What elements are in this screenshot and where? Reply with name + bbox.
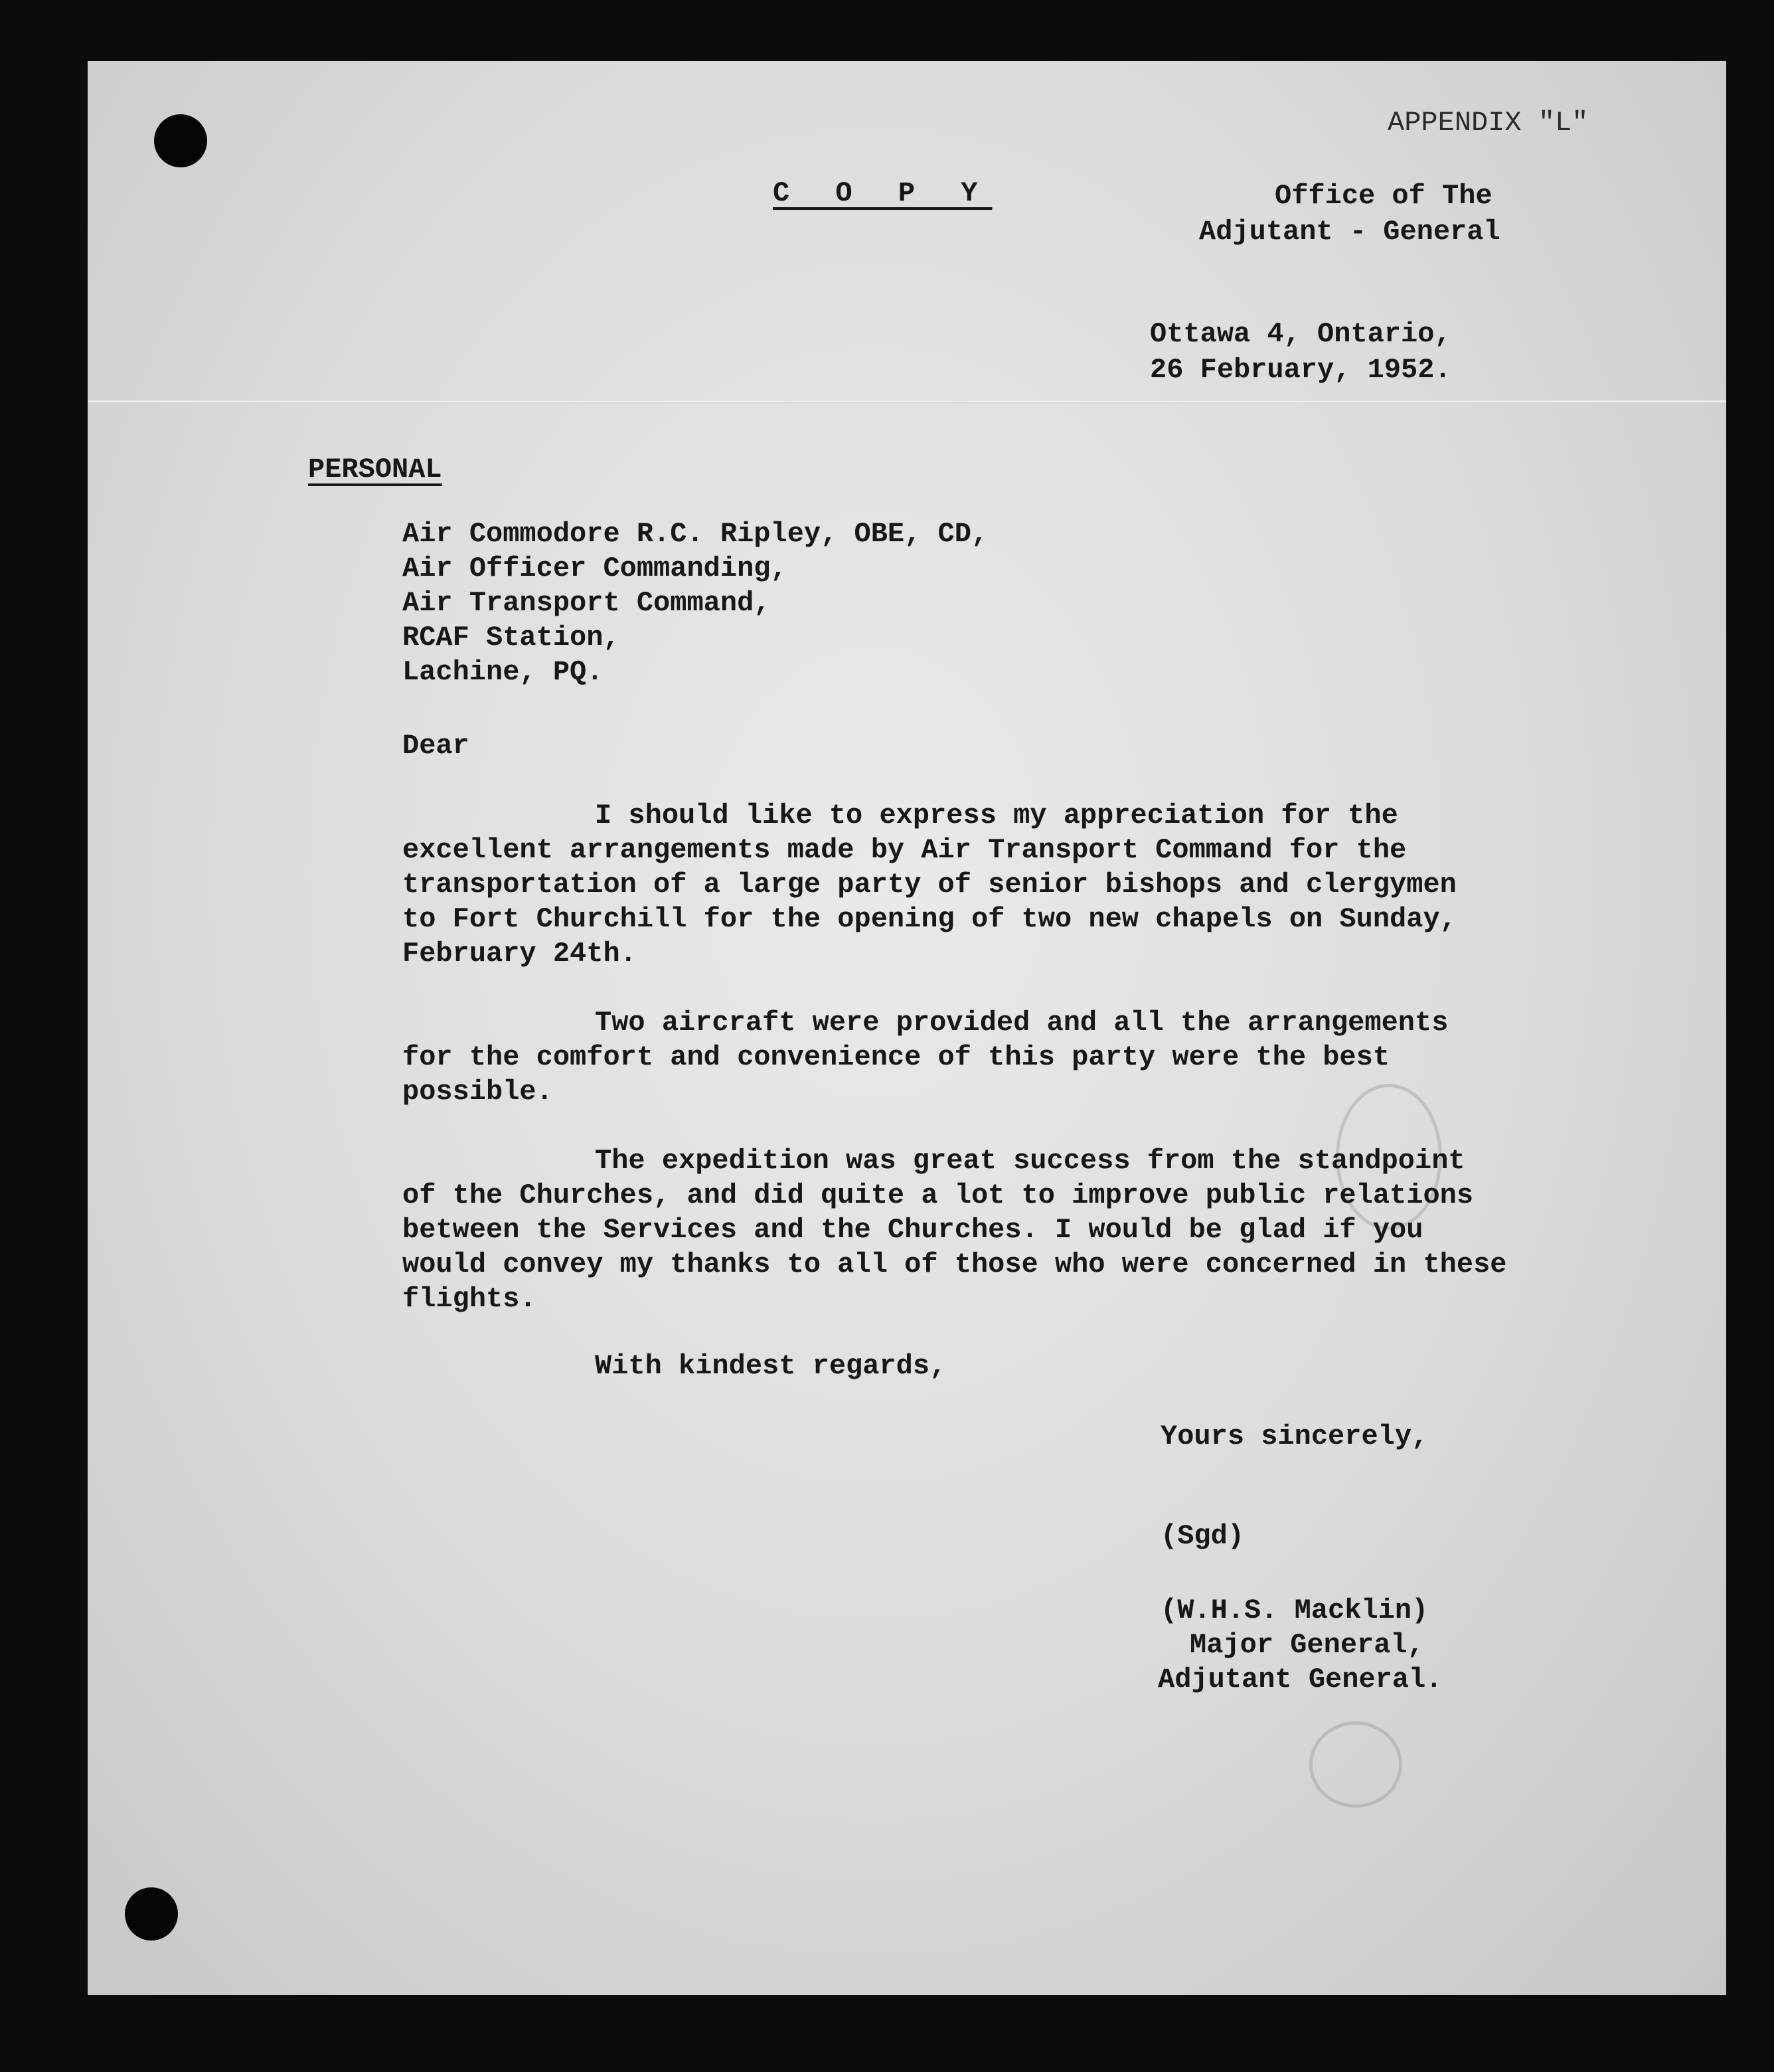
paragraph-line: would convey my thanks to all of those who were concerned in these	[402, 1249, 1507, 1280]
paragraph-line: The expedition was great success from the standpoint	[595, 1145, 1465, 1177]
letter-page	[88, 61, 1726, 1995]
paragraph-line: between the Services and the Churches. I would be glad if you	[402, 1214, 1423, 1246]
paragraph-line: for the comfort and convenience of this party were the best	[402, 1041, 1390, 1073]
office-line-2: Adjutant - General	[1199, 216, 1500, 248]
address-line: Air Officer Commanding,	[402, 553, 787, 584]
address-line: Air Transport Command,	[402, 587, 771, 619]
regards-line: With kindest regards,	[595, 1350, 947, 1382]
paragraph-line: flights.	[402, 1283, 536, 1315]
signatory-title: Adjutant General.	[1158, 1664, 1443, 1695]
address-line: Air Commodore R.C. Ripley, OBE, CD,	[402, 518, 989, 550]
paragraph-line: February 24th.	[402, 938, 637, 970]
paragraph-line: transportation of a large party of senior bishops and clergymen	[402, 869, 1457, 901]
place-line: Ottawa 4, Ontario,	[1150, 318, 1451, 350]
signatory-name: (W.H.S. Macklin)	[1161, 1595, 1429, 1626]
signatory-rank: Major General,	[1190, 1629, 1424, 1661]
recipient-address	[402, 517, 988, 689]
fold-crease	[88, 400, 1726, 403]
paragraph-line: to Fort Churchill for the opening of two new chapels on Sunday,	[402, 903, 1457, 935]
signed-marker: (Sgd)	[1161, 1520, 1245, 1552]
paragraph-line: excellent arrangements made by Air Transport Command for the	[402, 834, 1407, 866]
copy-heading: C O P Y	[773, 177, 993, 209]
paragraph-line: possible.	[402, 1076, 553, 1108]
address-line: Lachine, PQ.	[402, 656, 604, 688]
paragraph-line: I should like to express my appreciation for the	[595, 800, 1398, 831]
punch-hole-bottom	[125, 1887, 178, 1941]
address-line: RCAF Station,	[402, 622, 620, 653]
salutation: Dear	[402, 730, 469, 762]
body-paragraph-3	[402, 1144, 1664, 1316]
personal-marking: PERSONAL	[308, 454, 442, 485]
punch-hole-top	[154, 114, 207, 167]
appendix-label: APPENDIX "L"	[1388, 107, 1589, 139]
date-line: 26 February, 1952.	[1150, 354, 1451, 386]
paragraph-line: of the Churches, and did quite a lot to improve public relations	[402, 1179, 1474, 1211]
body-paragraph-1	[402, 798, 1664, 971]
body-paragraph-2	[402, 1005, 1664, 1109]
closing-line: Yours sincerely,	[1161, 1421, 1429, 1452]
office-line-1: Office of The	[1275, 180, 1492, 212]
bleed-through-mark	[1309, 1721, 1402, 1808]
paragraph-line: Two aircraft were provided and all the arrangements	[595, 1007, 1449, 1039]
